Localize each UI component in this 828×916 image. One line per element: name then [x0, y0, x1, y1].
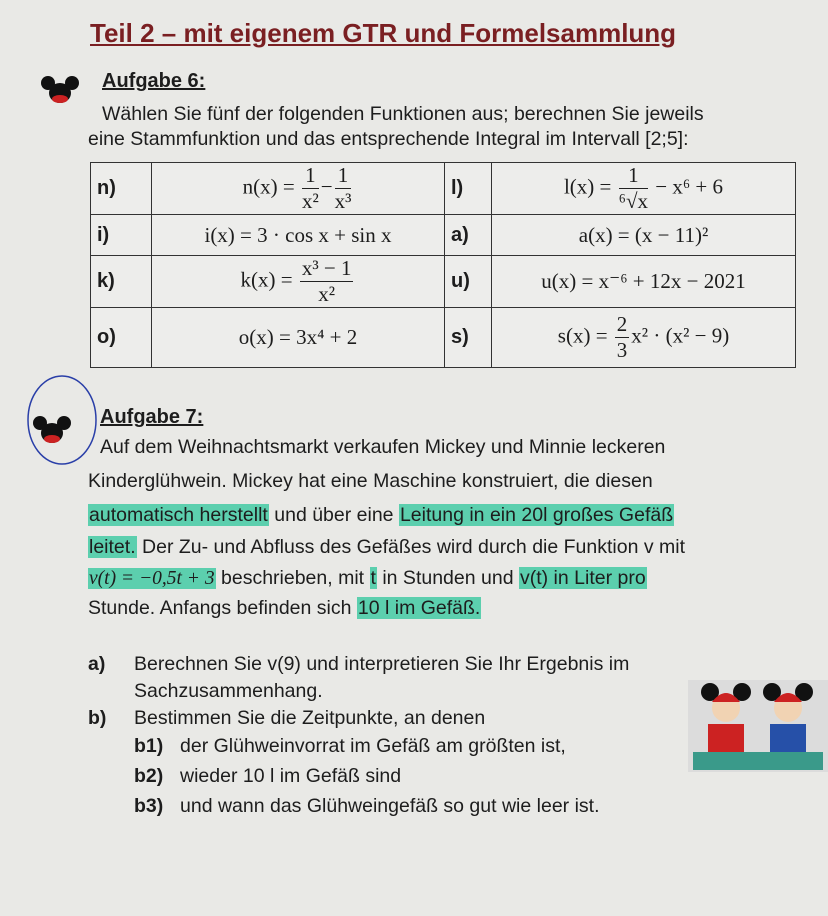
- fn-lhs: s(x) =: [557, 323, 608, 348]
- label-a: a): [445, 215, 492, 256]
- fn-lhs: k(x) =: [240, 267, 293, 292]
- num: 1: [302, 163, 319, 189]
- den: x³: [334, 189, 352, 213]
- question-b2: [134, 765, 401, 788]
- question-text: wieder 10 l im Gefäß sind: [180, 765, 402, 787]
- label-i: i): [91, 215, 152, 256]
- mickey-icon: [32, 415, 72, 445]
- minus: −: [320, 174, 333, 199]
- label-k: k): [91, 256, 152, 308]
- task6-heading: Aufgabe 6:: [102, 70, 206, 92]
- label-o: o): [91, 308, 152, 368]
- label-s: s): [445, 308, 492, 368]
- question-text: und wann das Glühweingefäß so gut wie leer ist.: [180, 795, 600, 817]
- question-text: der Glühweinvorrat im Gefäß am größten ist,: [180, 735, 566, 757]
- task7-line-2: Kinderglühwein. Mickey hat eine Maschine konstruiert, die diesen: [88, 470, 653, 492]
- den: ⁶√x: [618, 189, 648, 213]
- page-title: Teil 2 – mit eigenem GTR und Formelsammlung: [90, 18, 677, 48]
- table-row: [91, 256, 796, 308]
- highlight: leitet.: [89, 536, 136, 558]
- question-a-cont: Sachzusammenhang.: [134, 680, 323, 702]
- task7-line-3: [88, 504, 674, 527]
- mickey-icon: [40, 75, 80, 105]
- text: Der Zu- und Abfluss des Gefäßes wird durch die Funktion v mit: [136, 536, 686, 558]
- question-label: b3): [134, 795, 164, 817]
- mickey-minnie-illustration: [688, 680, 828, 772]
- num: 2: [616, 312, 628, 336]
- question-label: a): [88, 653, 106, 675]
- table-row: [91, 308, 796, 368]
- question-label: b1): [134, 735, 164, 757]
- question-label: b2): [134, 765, 164, 787]
- highlight: t: [370, 567, 376, 589]
- text: beschrieben, mit: [215, 567, 370, 589]
- highlight: 10 l im Gefäß.: [357, 597, 481, 619]
- den: 3: [616, 338, 628, 362]
- text: in Stunden und: [376, 567, 519, 589]
- highlight-function: v(t) = −0,5t + 3: [89, 568, 215, 589]
- num: x³ − 1: [301, 256, 352, 280]
- question-b: [88, 707, 485, 730]
- fn-lhs: l(x) =: [563, 174, 612, 199]
- task7-line-4: [88, 536, 685, 559]
- question-text: Berechnen Sie v(9) und interpretieren Sie Ihr Ergebnis im: [134, 653, 630, 675]
- num: 1: [335, 163, 352, 189]
- fn-rest: − x⁶ + 6: [655, 174, 724, 199]
- label-l: l): [445, 163, 492, 215]
- fn-lhs: n(x) =: [242, 174, 295, 199]
- table-row: [91, 215, 796, 256]
- function-i: i(x) = 3 · cos x + sin x: [152, 215, 445, 256]
- question-b3: [134, 795, 600, 818]
- task7-heading: Aufgabe 7:: [100, 406, 204, 428]
- highlight: automatisch herstellt: [89, 504, 268, 526]
- highlight: Leitung in ein 20l großes Gefäß: [399, 504, 674, 526]
- label-n: n): [91, 163, 152, 215]
- task6-text-1: Wählen Sie fünf der folgenden Funktionen aus; berechnen Sie jeweils: [102, 103, 704, 125]
- task7-line-1: Auf dem Weihnachtsmarkt verkaufen Mickey und Minnie leckeren: [100, 436, 666, 458]
- den: x²: [318, 282, 336, 306]
- question-b1: [134, 735, 566, 758]
- task7-line-5: [88, 567, 647, 590]
- den: x²: [301, 189, 319, 213]
- function-u: u(x) = x⁻⁶ + 12x − 2021: [492, 256, 796, 308]
- question-text: Bestimmen Sie die Zeitpunkte, an denen: [134, 707, 486, 729]
- function-a: a(x) = (x − 11)²: [492, 215, 796, 256]
- num: 1: [619, 163, 648, 189]
- table-row: [91, 163, 796, 215]
- text: und über eine: [268, 504, 399, 526]
- text: Stunde. Anfangs befinden sich: [88, 597, 357, 619]
- highlight: v(t) in Liter pro: [519, 567, 646, 589]
- function-s: [492, 308, 796, 368]
- task7-line-6: [88, 597, 481, 620]
- question-label: b): [88, 707, 107, 729]
- function-l: [492, 163, 796, 215]
- function-o: o(x) = 3x⁴ + 2: [152, 308, 445, 368]
- function-k: [152, 256, 445, 308]
- question-a: [88, 653, 629, 676]
- function-table: [90, 162, 796, 368]
- task6-text-2: eine Stammfunktion und das entsprechende Integral im Intervall [2;5]:: [88, 128, 689, 150]
- function-n: [152, 163, 445, 215]
- fn-rest: x² · (x² − 9): [631, 323, 730, 348]
- label-u: u): [445, 256, 492, 308]
